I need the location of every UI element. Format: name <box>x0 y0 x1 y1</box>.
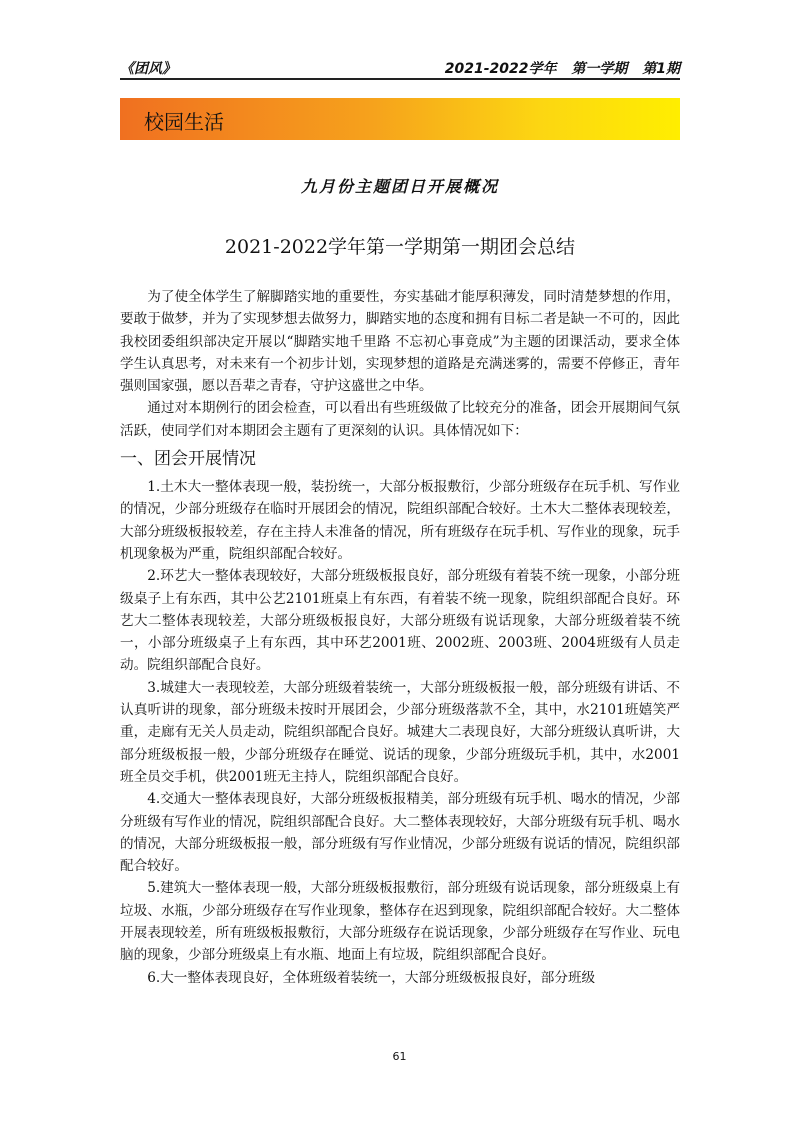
journal-name: 《团风》 <box>120 61 176 77</box>
item-paragraph: 6.大一整体表现良好，全体班级着装统一，大部分班级板报良好，部分班级 <box>147 969 596 986</box>
article-kicker: 九月份主题团日开展概况 <box>300 177 499 196</box>
section-label: 校园生活 <box>144 110 224 134</box>
item-paragraph: 5.建筑大一整体表现一般，大部分班级板报敷衍，部分班级有说话现象，部分班级桌上有垃圾、水瓶，少部分班级存在写作业现象，整体存在迟到现象，院组织部配合较好。大二整体开展表现较差，所有班级板报敷衍，大部分班级存在说话现象，少部分班级存在写作业、玩电脑的现象，少部分班级桌上有水瓶、地面上有垃圾，院组织部配合良好。 <box>120 880 680 964</box>
intro-paragraph: 通过对本期例行的团会检查，可以看出有些班级做了比较充分的准备，团会开展期间气氛活跃，使同学们对本期团会主题有了更深刻的认识。具体情况如下： <box>120 400 680 439</box>
intro-paragraph: 为了使全体学生了解脚踏实地的重要性，夯实基础才能厚积薄发，同时清楚梦想的作用，要敢于做梦，并为了实现梦想去做努力，脚踏实地的态度和拥有目标二者是缺一不可的，因此我校团委组织部决定开展以“脚踏实地千里路 不忘初心事竟成”为主题的团课活动，要求全体学生认真思考，对未来有一个初步计划，实现梦想的道路是充满迷雾的，需要不停修正，青年强则国家强，愿以吾辈之青春，守护这盛世之中华。 <box>120 289 680 395</box>
section-banner <box>120 98 680 140</box>
item-paragraph: 1.土木大一整体表现一般，装扮统一，大部分板报敷衍，少部分班级存在玩手机、写作业的情况，少部分班级存在临时开展团会的情况，院组织部配合较好。土木大二整体表现较差，大部分班级板报较差，存在主持人未准备的情况，所有班级存在玩手机、写作业的现象，玩手机现象极为严重，院组织部配合较好。 <box>120 479 680 562</box>
page-number: 61 <box>392 1050 407 1063</box>
article-title: 2021-2022学年第一学期第一期团会总结 <box>224 236 576 258</box>
section-heading: 一、团会开展情况 <box>120 449 256 470</box>
item-paragraph: 3.城建大一表现较差，大部分班级着装统一，大部分班级板报一般，部分班级有讲话、不认真听讲的现象，部分班级未按时开展团会，少部分班级落款不全，其中，水2101班嬉笑严重，走廊有无关人员走动，院组织部配合良好。城建大二表现良好，大部分班级认真听讲，大部分班级板报一般，少部分班级存在睡觉、说话的现象，少部分班级玩手机，其中，水2001班全员交手机，供2001班无主持人，院组织部配合良好。 <box>120 679 680 785</box>
running-header <box>120 52 680 80</box>
issue-info: 2021-2022学年 第一学期 第1期 <box>444 61 680 77</box>
item-paragraph: 2.环艺大一整体表现较好，大部分班级板报良好，部分班级有着装不统一现象，小部分班级桌子上有东西，其中公艺2101班桌上有东西，有着装不统一现象，院组织部配合良好。环艺大二整体表现较差，大部分班级板报良好，大部分班级有说话现象，大部分班级着装不统一，小部分班级桌子上有东西，其中环艺2001班、2002班、2003班、2004班级有人员走动。院组织部配合良好。 <box>120 568 680 674</box>
article-body <box>120 286 680 989</box>
item-paragraph: 4.交通大一整体表现良好，大部分班级板报精美，部分班级有玩手机、喝水的情况，少部分班级有写作业的情况，院组织部配合良好。大二整体表现较好，大部分班级有玩手机、喝水的情况，大部分班级板报一般，部分班级有写作业情况，少部分班级有说话的情况，院组织部配合较好。 <box>120 791 680 875</box>
